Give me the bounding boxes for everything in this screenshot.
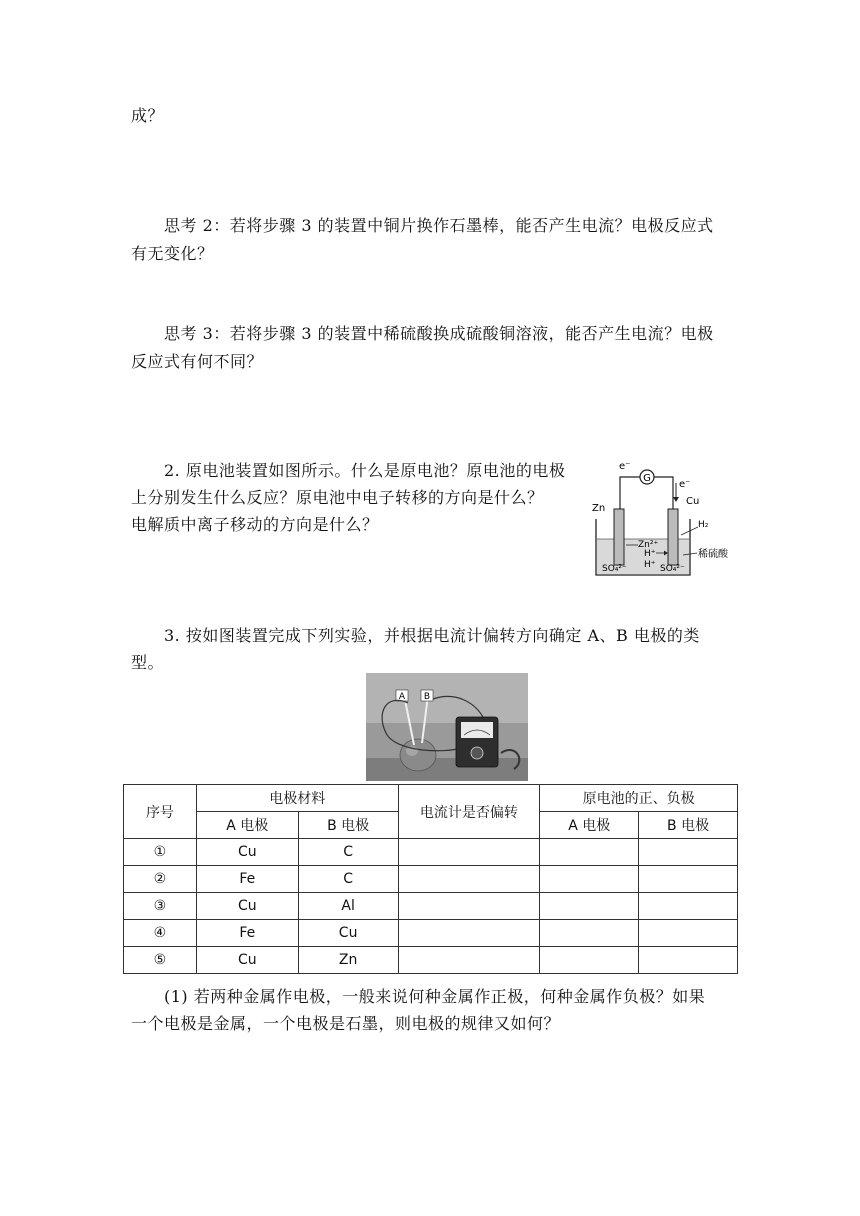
row-polarity-b — [639, 866, 738, 893]
row-polarity-b — [639, 893, 738, 920]
row-deflection — [398, 866, 540, 893]
galvanometer-label: G — [643, 473, 651, 484]
zn-ion-label: Zn²⁺ — [638, 540, 659, 550]
sulfate-label-left: SO₄²⁻ — [602, 564, 627, 574]
electron-label-left: e⁻ — [619, 461, 631, 472]
zn-label: Zn — [592, 503, 606, 514]
header-polarity: 原电池的正、负极 — [540, 785, 738, 812]
row-polarity-a — [540, 920, 639, 947]
h2-label: H₂ — [698, 520, 709, 530]
galvanic-cell-diagram — [586, 457, 746, 582]
row-electrode-b: C — [298, 839, 398, 866]
row-index: ① — [124, 839, 197, 866]
thinking-question-3-cont: 反应式有何不同？ — [131, 352, 264, 371]
header-electrode-a: A 电极 — [196, 812, 298, 839]
row-index: ④ — [124, 920, 197, 947]
fruit-battery-photo — [366, 673, 528, 781]
question-2-cont: 上分别发生什么反应？原电池中电子转移的方向是什么？ — [131, 488, 544, 507]
row-deflection — [398, 893, 540, 920]
question-2: 2. 原电池装置如图所示。什么是原电池？原电池的电极 — [164, 461, 566, 480]
table-row — [124, 866, 738, 893]
row-electrode-b: C — [298, 866, 398, 893]
row-electrode-a: Cu — [196, 893, 298, 920]
row-electrode-b: Cu — [298, 920, 398, 947]
table-row — [124, 893, 738, 920]
text-line: 成？ — [131, 106, 165, 125]
row-electrode-b: Zn — [298, 947, 398, 974]
header-polarity-b: B 电极 — [639, 812, 738, 839]
sulfate-label-right: SO₄²⁻ — [660, 564, 685, 574]
thinking-question-2: 思考 2：若将步骤 3 的装置中铜片换作石墨棒，能否产生电流？电极反应式 — [164, 216, 714, 235]
question-3: 3. 按如图装置完成下列实验，并根据电流计偏转方向确定 A、B 电极的类 — [164, 626, 700, 645]
row-deflection — [398, 947, 540, 974]
row-polarity-a — [540, 947, 639, 974]
electrode-a-label: A — [398, 692, 406, 702]
row-polarity-a — [540, 893, 639, 920]
row-polarity-a — [540, 839, 639, 866]
row-electrode-b: Al — [298, 893, 398, 920]
copper-electrode — [668, 509, 678, 565]
header-polarity-a: A 电极 — [540, 812, 639, 839]
experiment-table — [123, 784, 738, 974]
question-3-cont: 型。 — [131, 653, 165, 672]
electrode-b-label: B — [423, 692, 431, 702]
sub-question-1: (1) 若两种金属作电极，一般来说何种金属作正极，何种金属作负极？如果 — [164, 987, 706, 1006]
electron-label-right: e⁻ — [679, 479, 691, 490]
row-electrode-a: Cu — [196, 947, 298, 974]
header-deflection: 电流计是否偏转 — [398, 785, 540, 839]
table-row — [124, 839, 738, 866]
row-index: ② — [124, 866, 197, 893]
table-row — [124, 920, 738, 947]
header-index: 序号 — [124, 785, 197, 839]
row-electrode-a: Fe — [196, 920, 298, 947]
row-polarity-a — [540, 866, 639, 893]
sub-question-1-cont: 一个电极是金属，一个电极是石墨，则电极的规律又如何？ — [131, 1014, 561, 1033]
zinc-electrode — [614, 509, 624, 565]
row-electrode-a: Fe — [196, 866, 298, 893]
row-electrode-a: Cu — [196, 839, 298, 866]
row-index: ⑤ — [124, 947, 197, 974]
question-2-cont2: 电解质中离子移动的方向是什么？ — [131, 515, 379, 534]
table-row — [124, 947, 738, 974]
header-electrode-b: B 电极 — [298, 812, 398, 839]
row-polarity-b — [639, 920, 738, 947]
row-index: ③ — [124, 893, 197, 920]
h-ion-label-1: H⁺ — [644, 549, 656, 559]
thinking-question-2-cont: 有无变化？ — [131, 244, 214, 263]
h-ion-label-2: H⁺ — [644, 560, 656, 570]
cu-label: Cu — [686, 496, 700, 507]
row-deflection — [398, 920, 540, 947]
thinking-question-3: 思考 3：若将步骤 3 的装置中稀硫酸换成硫酸铜溶液，能否产生电流？电极 — [164, 324, 714, 343]
row-polarity-b — [639, 839, 738, 866]
dilute-acid-label: 稀硫酸 — [698, 549, 728, 560]
header-material: 电极材料 — [196, 785, 398, 812]
row-deflection — [398, 839, 540, 866]
row-polarity-b — [639, 947, 738, 974]
